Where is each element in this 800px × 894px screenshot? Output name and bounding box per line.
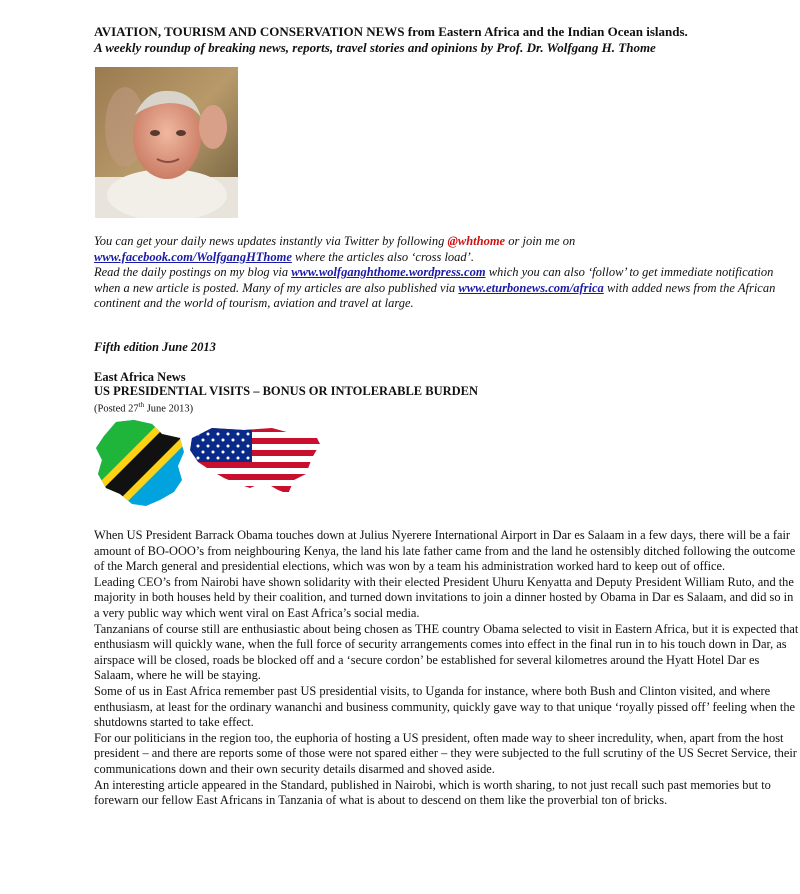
article-paragraph: An interesting article appeared in the Standard, published in Nairobi, which is worth sharing, to not just recall such past memories but to forewarn our fellow East Africans in Tanzania of what is about to descend on them like the proverbial ton of bricks. — [94, 777, 771, 808]
intro-text: You can get your daily news updates instantly via Twitter by following — [94, 234, 448, 248]
tanzania-us-flags-image — [94, 418, 324, 513]
article-body — [94, 528, 800, 809]
twitter-handle-link[interactable]: @whthome — [447, 234, 506, 248]
facebook-link[interactable]: www.facebook.com/WolfgangHThome — [94, 249, 292, 264]
subscription-info — [94, 234, 794, 312]
article-paragraph: Tanzanians of course still are enthusiastic about being chosen as THE country Obama selected to visit in Eastern Africa, but it is expected that enthusiasm will quickly wane, when the full force of security arrangements comes into effect in the final run in to his touch down in Dar, as airspace will be closed, roads be blocked off and a ‘secure cordon’ be established for several kilometres around the Hyatt Hotel Dar es Salaam, where he will be staying. — [94, 621, 799, 683]
article-paragraph: Some of us in East Africa remember past US presidential visits, to Uganda for instance, where both Bush and Clinton visited, and where enthusiasm, at least for the ordinary wananchi and business community, quickly gave way to that unique ‘royally pissed off’ feeling when the shutdowns started to take effect. — [94, 683, 796, 730]
intro-text: with added news from the African continent and the world of tourism, aviation and travel at large. — [94, 280, 776, 311]
newsletter-subtitle: A weekly roundup of breaking news, reports, travel stories and opinions by Prof. Dr. Wolfgang H. Thome — [94, 40, 656, 55]
intro-text: Read the daily postings on my blog via — [94, 265, 292, 280]
article-paragraph: When US President Barrack Obama touches down at Julius Nyerere International Airport in Dar es Salaam in a few days, there will be a fair amount of BO-OOO’s from neighbouring Kenya, the land his late father came from and the land he ostensibly ditched following the outcome of the March general and presidential elections, which was won by a team his administration worked hard to keep out of office. — [94, 528, 796, 574]
intro-text: where the articles also ‘cross load’. — [291, 249, 474, 264]
article-paragraph: Leading CEO’s from Nairobi have shown solidarity with their elected President Uhuru Kenyatta and Deputy President William Ruto, and the majority in both houses held by their coalition, and turned down invitations to join a dinner hosted by Obama in Dar es Salaam, and did so in a very public way which went viral on East Africa’s social media. — [94, 574, 794, 620]
intro-text: which you can also ‘follow’ to get immediate notification when a new article is posted. Many of my articles are also published via — [94, 265, 774, 295]
article-paragraph: For our politicians in the region too, the euphoria of hosting a US president, often made way to sheer incredulity, when, apart from the host president – and there are reports some of those were not spared either – they were subjected to the full scrutiny of the US Secret Service, their communications down and their own security details disarmed and shoved aside. — [94, 730, 797, 776]
section-heading: East Africa News — [94, 370, 186, 384]
edition-label: Fifth edition June 2013 — [94, 340, 216, 354]
newsletter-title: AVIATION, TOURISM AND CONSERVATION NEWS from Eastern Africa and the Indian Ocean islands. — [94, 24, 688, 39]
blog-link[interactable]: www.wolfganghthome.wordpress.com — [291, 265, 486, 280]
post-date: (Posted 27th June 2013) — [94, 401, 194, 415]
intro-text: or join me on — [505, 234, 576, 248]
author-photo — [95, 67, 238, 218]
article-headline: US PRESIDENTIAL VISITS – BONUS OR INTOLERABLE BURDEN — [94, 384, 479, 398]
eturbonews-link[interactable]: www.eturbonews.com/africa — [458, 280, 604, 295]
